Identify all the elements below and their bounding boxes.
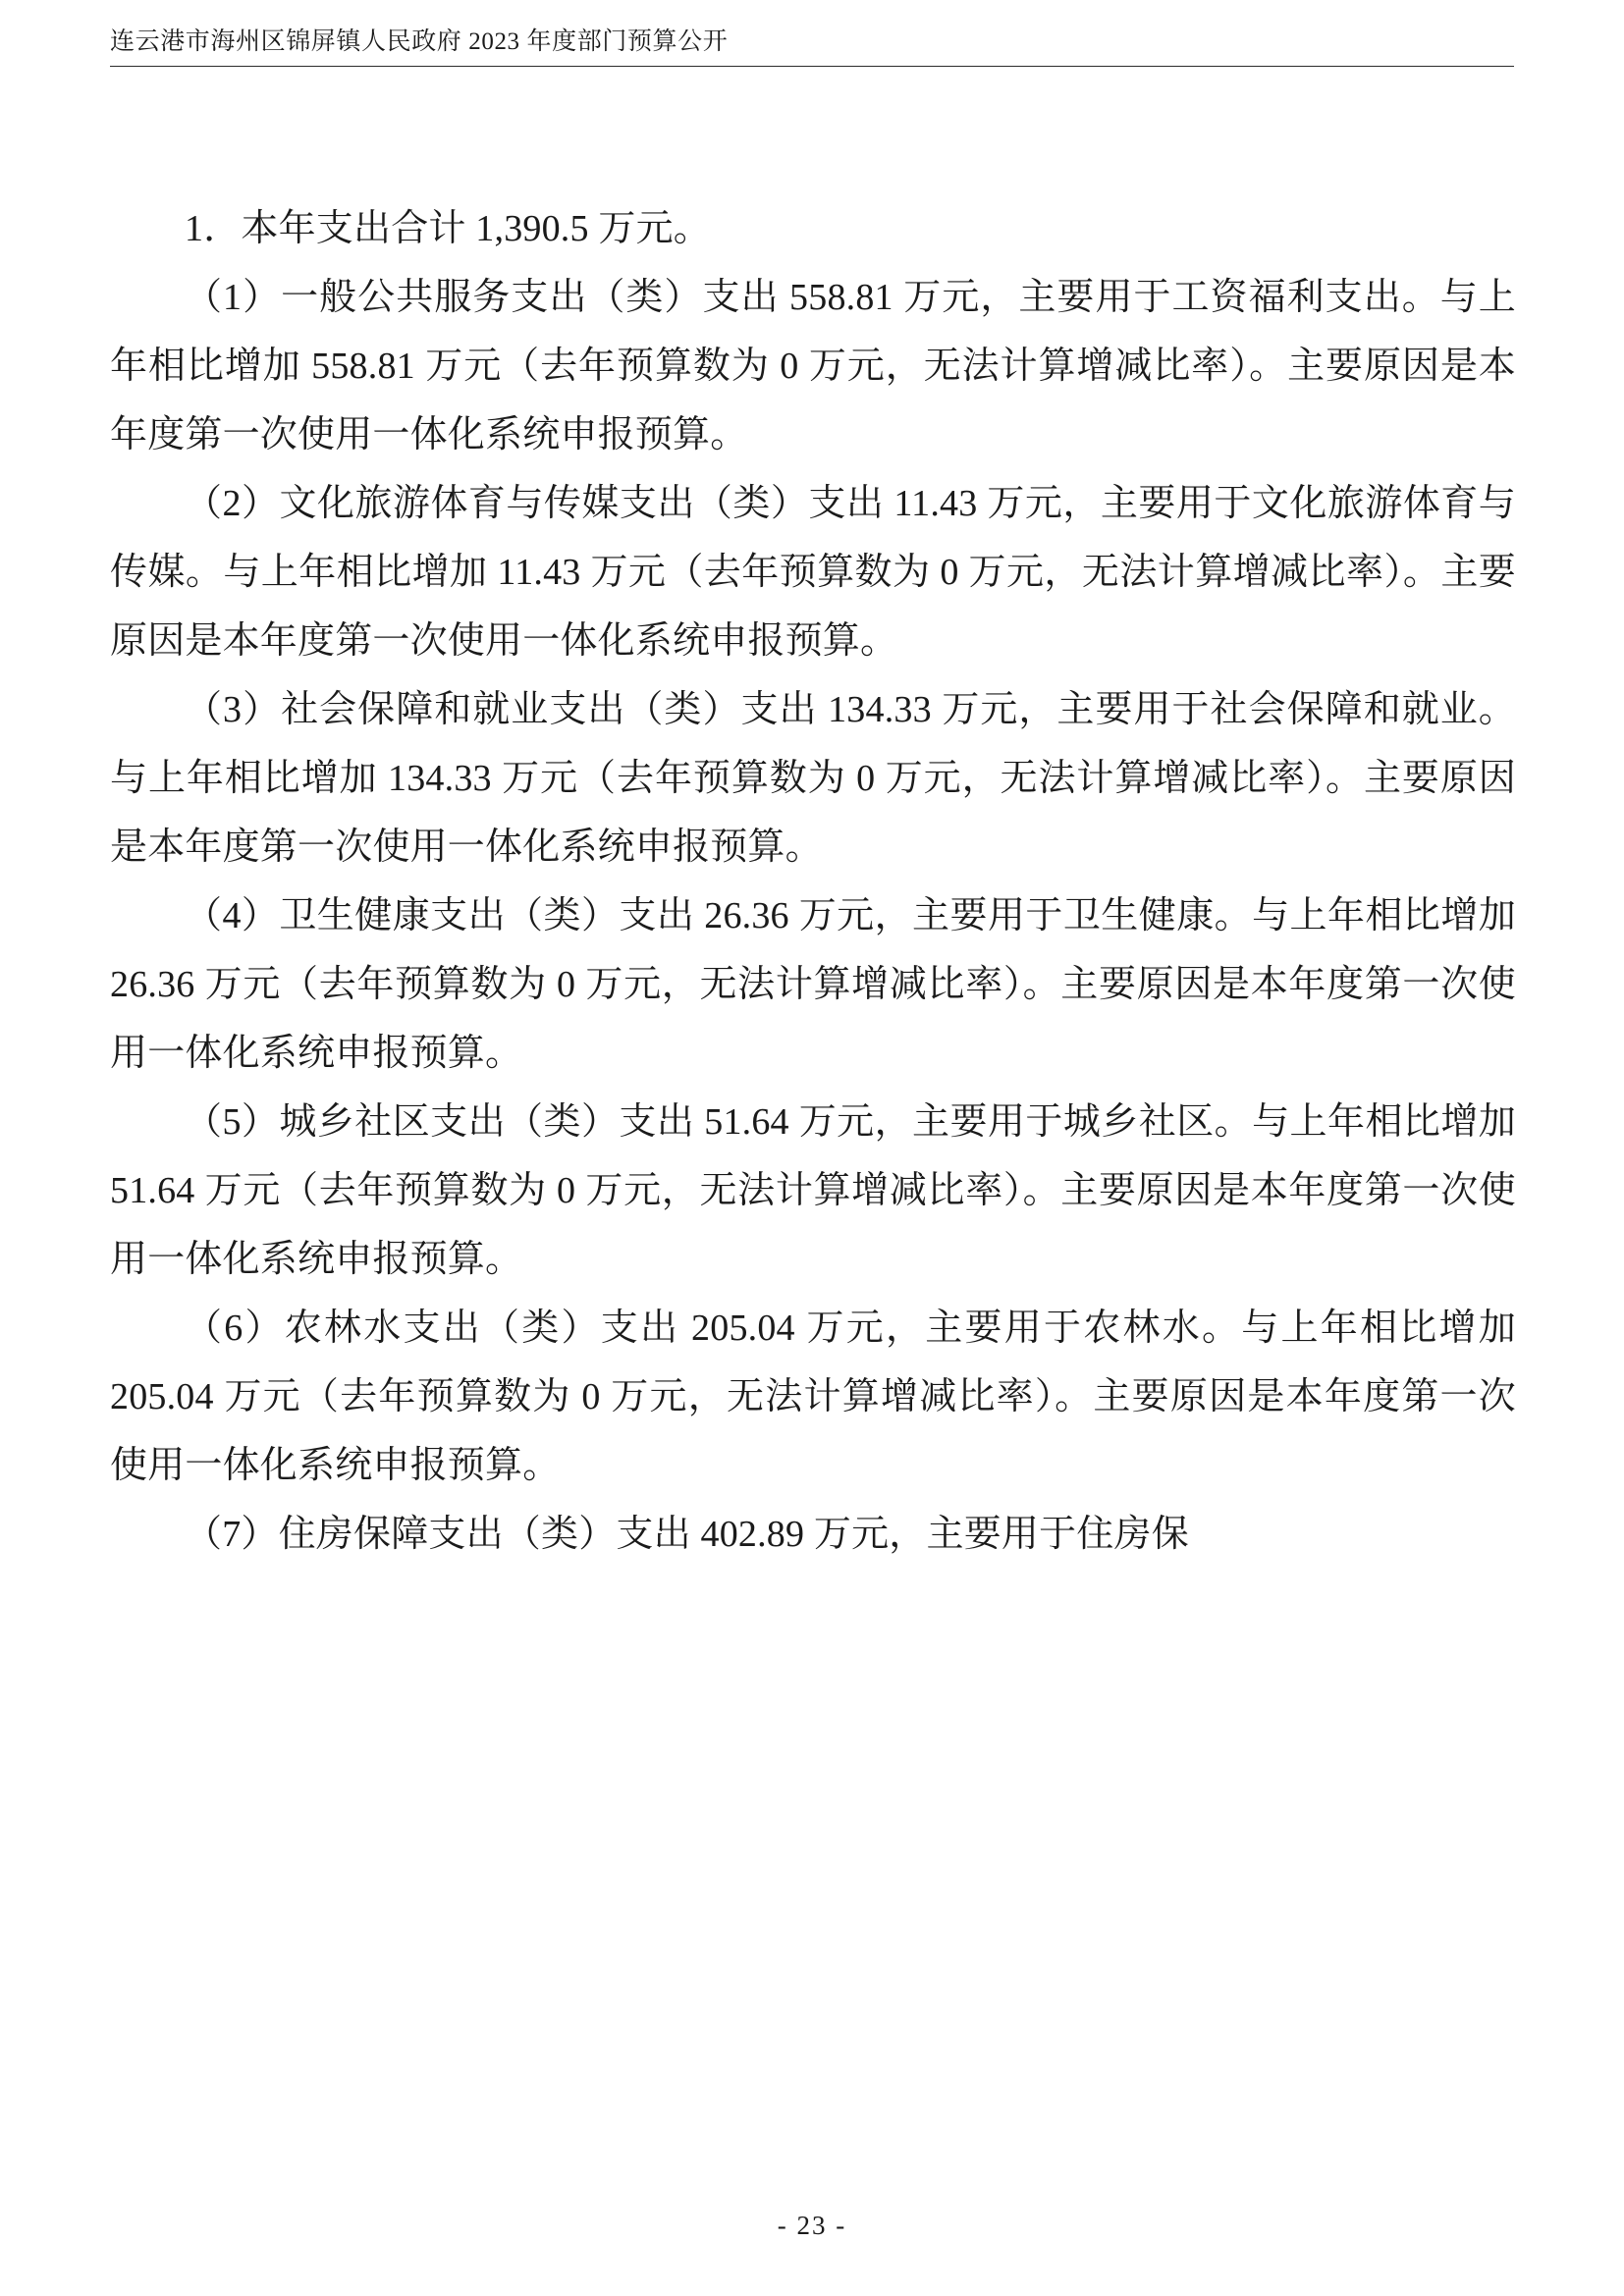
section-heading: 1．本年支出合计 1,390.5 万元。 xyxy=(185,208,712,249)
page-header xyxy=(0,0,1624,67)
budget-item-paragraph-1: （1）一般公共服务支出（类）支出 558.81 万元，主要用于工资福利支出。与上年相比增加 558.81 万元（去年预算数为 0 万元，无法计算增减比率）。主要原因是本年度第一次使用一体化系统申报预算。 xyxy=(110,277,1516,455)
budget-item-paragraph-5: （5）城乡社区支出（类）支出 51.64 万元，主要用于城乡社区。与上年相比增加 51.64 万元（去年预算数为 0 万元，无法计算增减比率）。主要原因是本年度第一次使用一体化系统申报预算。 xyxy=(110,1101,1516,1280)
page-number: - 23 - xyxy=(777,2211,847,2240)
running-header-title: 连云港市海州区锦屏镇人民政府 2023 年度部门预算公开 xyxy=(110,28,729,55)
document-body xyxy=(110,194,1516,1569)
budget-item-paragraph-2: （2）文化旅游体育与传媒支出（类）支出 11.43 万元，主要用于文化旅游体育与传媒。与上年相比增加 11.43 万元（去年预算数为 0 万元，无法计算增减比率）。主要原因是本年度第一次使用一体化系统申报预算。 xyxy=(110,483,1516,662)
budget-item-paragraph-3: （3）社会保障和就业支出（类）支出 134.33 万元，主要用于社会保障和就业。与上年相比增加 134.33 万元（去年预算数为 0 万元，无法计算增减比率）。主要原因是本年度第一次使用一体化系统申报预算。 xyxy=(110,689,1516,868)
budget-item-paragraph-6: （6）农林水支出（类）支出 205.04 万元，主要用于农林水。与上年相比增加 205.04 万元（去年预算数为 0 万元，无法计算增减比率）。主要原因是本年度第一次使用一体化系统申报预算。 xyxy=(110,1308,1516,1486)
header-divider xyxy=(110,66,1514,67)
budget-item-paragraph-7: （7）住房保障支出（类）支出 402.89 万元，主要用于住房保 xyxy=(185,1514,1189,1555)
page-footer xyxy=(0,2211,1624,2241)
budget-item-paragraph-4: （4）卫生健康支出（类）支出 26.36 万元，主要用于卫生健康。与上年相比增加 26.36 万元（去年预算数为 0 万元，无法计算增减比率）。主要原因是本年度第一次使用一体化系统申报预算。 xyxy=(110,895,1516,1074)
